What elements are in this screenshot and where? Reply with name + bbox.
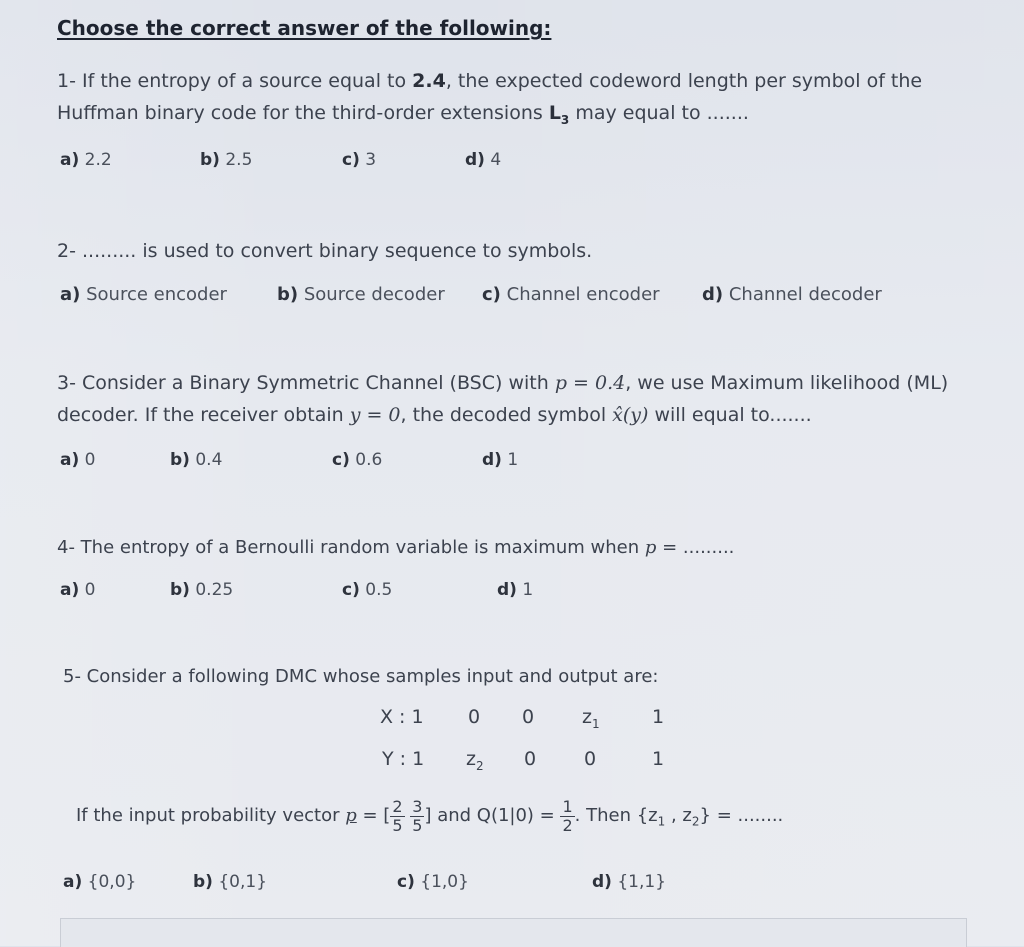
q4-option-b[interactable]: b) 0.25 bbox=[170, 580, 234, 600]
question-text: Consider a following DMC whose samples input and output are: bbox=[80, 666, 659, 687]
x-row-cell: 0 bbox=[522, 706, 535, 728]
q5-option-d[interactable]: d) {1,1} bbox=[592, 872, 667, 892]
subscript: 2 bbox=[691, 814, 700, 829]
question-text: If the entropy of a source equal to bbox=[82, 70, 413, 92]
question-number: 4- bbox=[57, 537, 75, 558]
question-text: Huffman binary code for the third-order extensions bbox=[57, 102, 549, 124]
question-text: = ......... bbox=[656, 537, 735, 558]
y-row-cell: 0 bbox=[524, 748, 537, 770]
q3-option-c[interactable]: c) 0.6 bbox=[332, 450, 383, 470]
q5-option-a[interactable]: a) {0,0} bbox=[63, 872, 137, 892]
extension-symbol: $L_3$ bbox=[548, 102, 570, 127]
q3-option-b[interactable]: b) 0.4 bbox=[170, 450, 223, 470]
decoded-symbol: x̂(y) bbox=[612, 404, 649, 426]
question-text: and Q(1|0) = bbox=[431, 805, 561, 826]
question-1-line-2 bbox=[57, 97, 977, 136]
y-row-cell: 0 bbox=[584, 748, 597, 770]
q4-option-c[interactable]: c) 0.5 bbox=[342, 580, 393, 600]
question-5-condition bbox=[76, 796, 783, 842]
fraction-3-5: $\frac{3}{5}$ bbox=[412, 796, 423, 835]
question-4 bbox=[57, 532, 734, 564]
close-bracket: ] bbox=[424, 805, 432, 826]
q1-option-a[interactable]: a) 2.2 bbox=[60, 150, 112, 170]
question-3 bbox=[57, 367, 997, 399]
p-vector: p bbox=[345, 805, 357, 826]
q1-option-d[interactable]: d) 4 bbox=[465, 150, 502, 170]
subscript: 1 bbox=[657, 814, 666, 829]
y-row-cell: 1 bbox=[652, 748, 665, 770]
question-text: may equal to ....... bbox=[569, 102, 749, 124]
question-text: , the expected codeword length per symbol of the bbox=[445, 70, 923, 92]
fraction-1-2: $\frac{1}{2}$ bbox=[562, 796, 573, 835]
entropy-value: 2.4 bbox=[412, 70, 446, 92]
question-text: The entropy of a Bernoulli random variable is maximum when bbox=[74, 537, 645, 558]
p-expression: p = 0.4 bbox=[554, 372, 626, 394]
question-number: 2- bbox=[57, 240, 76, 262]
q2-option-a[interactable]: a) Source encoder bbox=[60, 284, 227, 305]
question-1 bbox=[57, 65, 977, 97]
question-5 bbox=[63, 661, 658, 693]
equals-bracket: = [ bbox=[356, 805, 391, 826]
x-row-z1: $z_1$ bbox=[582, 706, 600, 731]
question-number: 5- bbox=[63, 666, 81, 687]
q5-option-c[interactable]: c) {1,0} bbox=[397, 872, 469, 892]
y-expression: y = 0 bbox=[349, 404, 401, 426]
question-2 bbox=[57, 235, 592, 267]
x-row-label: X : 1 bbox=[380, 706, 424, 728]
fraction-2-5: $\frac{2}{5}$ bbox=[392, 796, 403, 835]
question-text: , the decoded symbol bbox=[400, 404, 613, 426]
question-text: . Then {z bbox=[574, 805, 658, 826]
q5-option-b[interactable]: b) {0,1} bbox=[193, 872, 268, 892]
question-3-line-2 bbox=[57, 399, 997, 431]
question-text: decoder. If the receiver obtain bbox=[57, 404, 350, 426]
question-text: will equal to....... bbox=[648, 404, 812, 426]
question-text: ......... is used to convert binary sequence to symbols. bbox=[75, 240, 593, 262]
y-row-label: Y : 1 bbox=[382, 748, 425, 770]
p-variable: p bbox=[644, 537, 657, 558]
x-row-cell: 1 bbox=[652, 706, 665, 728]
q3-option-a[interactable]: a) 0 bbox=[60, 450, 96, 470]
question-number: 3- bbox=[57, 372, 76, 394]
bottom-taskbar bbox=[60, 918, 967, 947]
question-text: , z bbox=[665, 805, 692, 826]
q1-option-b[interactable]: b) 2.5 bbox=[200, 150, 253, 170]
page-heading: Choose the correct answer of the following: bbox=[57, 16, 552, 40]
question-number: 1- bbox=[57, 70, 76, 92]
q2-option-c[interactable]: c) Channel encoder bbox=[482, 284, 660, 305]
x-row-cell: 0 bbox=[468, 706, 481, 728]
q4-option-a[interactable]: a) 0 bbox=[60, 580, 96, 600]
q4-option-d[interactable]: d) 1 bbox=[497, 580, 534, 600]
q2-option-b[interactable]: b) Source decoder bbox=[277, 284, 445, 305]
y-row-z2: $z_2$ bbox=[466, 748, 484, 773]
q2-option-d[interactable]: d) Channel decoder bbox=[702, 284, 882, 305]
question-text: } = ........ bbox=[699, 805, 784, 826]
q1-option-c[interactable]: c) 3 bbox=[342, 150, 377, 170]
question-text: Consider a Binary Symmetric Channel (BSC) with bbox=[75, 372, 555, 394]
question-text: , we use Maximum likelihood (ML) bbox=[625, 372, 949, 394]
q3-option-d[interactable]: d) 1 bbox=[482, 450, 519, 470]
question-text: If the input probability vector bbox=[76, 805, 346, 826]
